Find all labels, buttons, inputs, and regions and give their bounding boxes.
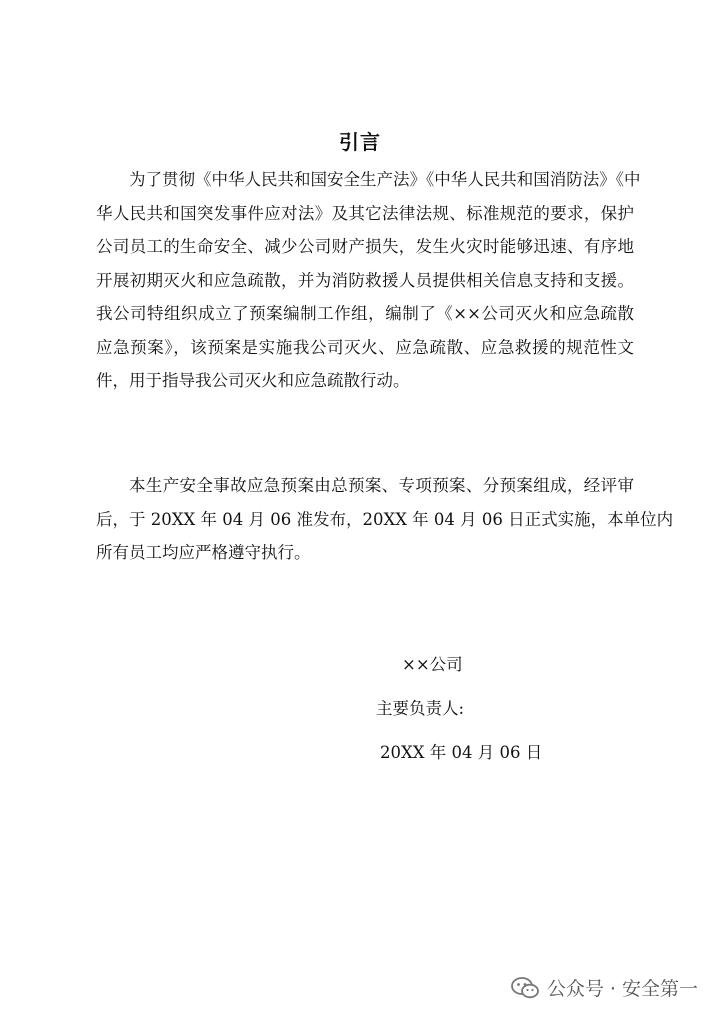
paragraph-line: 后，于 20XX 年 04 月 06 准发布，20XX 年 04 月 06 日正式实施，本单位内 xyxy=(96,509,674,529)
signature-company: ××公司 xyxy=(402,655,463,674)
signature-date: 20XX 年 04 月 06 日 xyxy=(380,743,543,762)
paragraph-line: 本生产安全事故应急预案由总预案、专项预案、分预案组成，经评审 xyxy=(129,476,634,495)
watermark xyxy=(511,974,698,1001)
watermark-text: 公众号 · 安全第一 xyxy=(546,978,698,1000)
paragraph-line: 应急预案》，该预案是实施我公司灭火、应急疏散、应急救援的规范性文 xyxy=(96,337,634,357)
paragraph-line: 开展初期灭火和应急疏散，并为消防救援人员提供相关信息支持和支援。 xyxy=(96,270,634,290)
page-title: 引言 xyxy=(339,130,381,154)
paragraph-line: 件，用于指导我公司灭火和应急疏散行动。 xyxy=(96,371,410,390)
signature-responsible-person: 主要负责人: xyxy=(376,699,465,718)
paragraph-introduction xyxy=(96,163,641,398)
paragraph-line: 华人民共和国突发事件应对法》及其它法律法规、标准规范的要求，保护 xyxy=(96,203,634,223)
paragraph-line: 我公司特组织成立了预案编制工作组，编制了《××公司灭火和应急疏散 xyxy=(96,304,634,323)
paragraph-line: 所有员工均应严格遵守执行。 xyxy=(96,543,311,562)
paragraph-line: 为了贯彻《中华人民共和国安全生产法》《中华人民共和国消防法》《中 xyxy=(129,170,641,189)
paragraph-line: 公司员工的生命安全、减少公司财产损失，发生火灾时能够迅速、有序地 xyxy=(96,237,634,256)
wechat-icon xyxy=(511,976,539,1000)
paragraph-publication xyxy=(96,469,674,570)
